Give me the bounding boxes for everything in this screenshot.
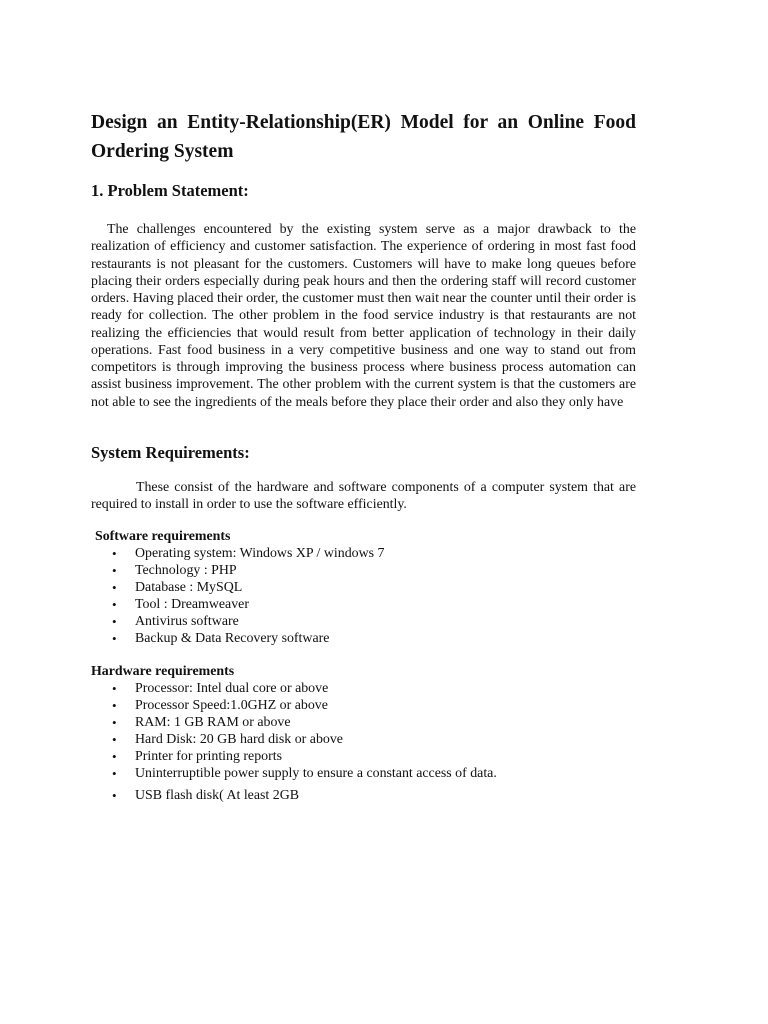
list-item xyxy=(112,787,497,804)
list-item-text: RAM: 1 GB RAM or above xyxy=(135,715,291,730)
list-item-text: USB flash disk( At least 2GB xyxy=(135,788,299,803)
bullet-icon: • xyxy=(112,563,117,578)
problem-statement-heading: 1. Problem Statement: xyxy=(91,181,249,200)
bullet-icon: • xyxy=(112,631,117,646)
bullet-icon: • xyxy=(112,766,117,781)
list-item xyxy=(112,765,497,782)
list-item xyxy=(112,748,497,765)
software-requirements-heading: Software requirements xyxy=(95,529,231,544)
bullet-icon: • xyxy=(112,788,117,803)
list-item-text: Hard Disk: 20 GB hard disk or above xyxy=(135,732,343,747)
list-item xyxy=(112,613,384,630)
problem-statement-paragraph: The challenges encountered by the existing system serve as a major drawback to the realization of efficiency and customer satisfaction. The experience of ordering in most fast food restaurants is not pleasant for the customers. Customers will have to make long queues before placing their orders especially during peak hours and then the ordering staff will record customer orders. Having placed their order, the customer must then wait near the counter until their order is ready for collection. The other problem in the food service industry is that restaurants are not realizing the efficiencies that would result from better application of technology in their daily operations. Fast food business in a very competitive business and one way to stand out from competitors is through improving the business process where business process automation can assist business improvement. The other problem with the current system is that the customers are not able to see the ingredients of the meals before they place their order and also they only have xyxy=(91,222,636,410)
bullet-icon: • xyxy=(112,715,117,730)
bullet-icon: • xyxy=(112,698,117,713)
list-item-text: Antivirus software xyxy=(135,614,239,629)
hardware-requirements-list xyxy=(112,680,497,804)
software-requirements-list xyxy=(112,545,384,647)
list-item-text: Processor Speed:1.0GHZ or above xyxy=(135,698,328,713)
list-item-text: Database : MySQL xyxy=(135,580,243,595)
bullet-icon: • xyxy=(112,749,117,764)
list-item xyxy=(112,714,497,731)
list-item xyxy=(112,562,384,579)
bullet-icon: • xyxy=(112,580,117,595)
hardware-requirements-heading: Hardware requirements xyxy=(91,664,235,679)
system-requirements-heading: System Requirements: xyxy=(91,443,250,462)
document-title: Design an Entity-Relationship(ER) Model for an Online Food Ordering System xyxy=(91,112,636,162)
list-item-text: Operating system: Windows XP / windows 7 xyxy=(135,546,385,561)
list-item-text: Tool : Dreamweaver xyxy=(135,597,249,612)
bullet-icon: • xyxy=(112,681,117,696)
bullet-icon: • xyxy=(112,546,117,561)
list-item xyxy=(112,630,384,647)
bullet-icon: • xyxy=(112,614,117,629)
bullet-icon: • xyxy=(112,732,117,747)
list-item xyxy=(112,596,384,613)
list-item xyxy=(112,680,497,697)
list-item-text: Processor: Intel dual core or above xyxy=(135,681,329,696)
list-item-text: Technology : PHP xyxy=(135,563,237,578)
system-requirements-paragraph: These consist of the hardware and software components of a computer system that are required to install in order to use the software efficiently. xyxy=(91,480,636,513)
list-item xyxy=(112,731,497,748)
list-item-text: Backup & Data Recovery software xyxy=(135,631,330,646)
list-item-text: Uninterruptible power supply to ensure a constant access of data. xyxy=(135,766,497,781)
list-item xyxy=(112,697,497,714)
list-item xyxy=(112,579,384,596)
bullet-icon: • xyxy=(112,597,117,612)
list-item-text: Printer for printing reports xyxy=(135,749,282,764)
list-item xyxy=(112,545,384,562)
